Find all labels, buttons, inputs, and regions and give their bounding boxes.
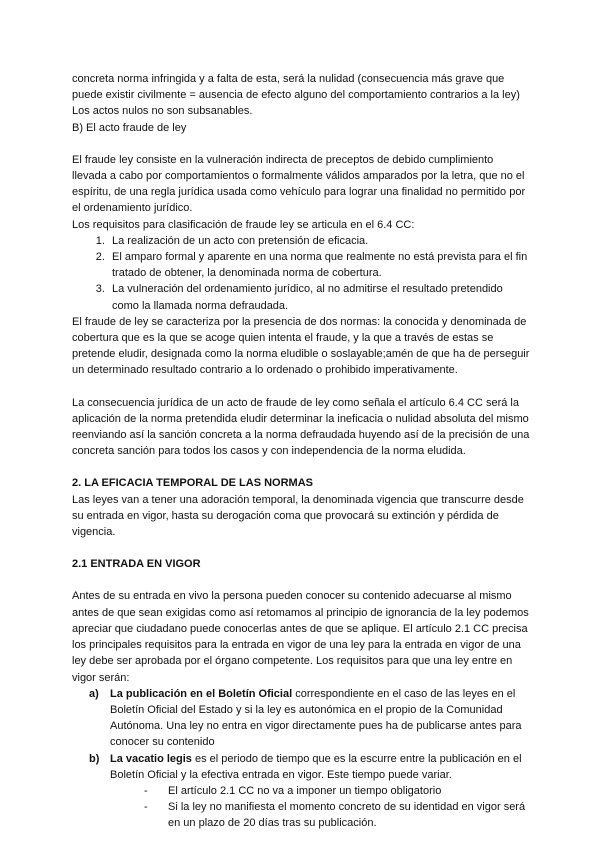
requisitos-vigor-list [72, 686, 530, 832]
sub-list [110, 783, 530, 832]
item-text: correspondiente en el caso de las leyes en el Boletín Oficial del Estado y si la ley es autonómica en el propio de la Comunidad Autónoma. Una ley no entra en vigor directamente pues ha de publicarse antes para conocer su contenido [110, 687, 522, 749]
item-bold-lead: La publicación en el Boletín Oficial [110, 687, 293, 700]
list-item: 1. La realización de un acto con pretensión de eficacia. [108, 233, 530, 249]
fraude-caracteriza: El fraude de ley se caracteriza por la presencia de dos normas: la conocida y denominada de cobertura que es la que se acoge quien intenta el fraude, y la que a través de estas se pretende eludir, designada como la norma eludible o soslayable;amén de que ha de perseguir un determinado resultado contrario a lo ordenado o prohibido imperativamente. [72, 315, 530, 377]
item-bold-lead: La vacatio legis [110, 752, 192, 765]
sub-list-item: - El artículo 2.1 CC no va a imponer un tiempo obligatorio [154, 783, 530, 799]
fraude-consecuencia: La consecuencia jurídica de un acto de fraude de ley como señala el artículo 6.4 CC será la aplicación de la norma pretendida eludir determinar la ineficacia o nulidad absoluta del mismo reenviando así la sanción concreta a la norma defraudada huyendo así de la precisión de una concreta sanción para todos los casos y con independencia de la norma eludida. [72, 396, 530, 458]
section-2-1-heading: 2.1 ENTRADA EN VIGOR [72, 558, 201, 571]
document-page [72, 71, 530, 832]
list-item [89, 751, 530, 832]
section-2-1-text: Antes de su entrada en vivo la persona pueden conocer su contenido adecuarse al mismo antes de que sean exigidas como así retomamos al principio de ignorancia de la ley podemos apreciar que ciudadano puede conocerlas antes de que se aplique. El artículo 2.1 CC precisa los principales requisitos para la entrada en vigor de una ley para la entrada en vigor de una ley debe ser aprobada por el órgano competente. Los requisitos para que una ley entre en vigor serán: [72, 590, 529, 684]
sub-list-item: - Si la ley no manifiesta el momento concreto de su identidad en vigor será en un plazo de 20 días tras su publicación. [154, 799, 530, 831]
section-2-text: Las leyes van a tener una adoración temporal, la denominada vigencia que transcurre desde su entrada en vigor, hasta su derogación coma que provocará su extinción y pérdida de vigencia. [72, 493, 524, 539]
section-2-heading: 2. LA EFICACIA TEMPORAL DE LAS NORMAS [72, 477, 313, 490]
list-marker: b) [89, 752, 100, 765]
fraude-requisitos-intro: Los requisitos para clasificación de fraude ley se articula en el 6.4 CC: [72, 218, 415, 231]
intro-paragraph-1: concreta norma infringida y a falta de esta, será la nulidad (consecuencia más grave que puede existir civilmente = ausencia de efecto alguno del comportamiento contrarios a la ley) [72, 73, 520, 102]
fraude-requisitos-list [72, 233, 530, 314]
list-marker: a) [89, 687, 99, 700]
intro-paragraph-3: B) El acto fraude de ley [72, 121, 187, 134]
list-item: 3. La vulneración del ordenamiento jurídico, al no admitirse el resultado pretendido como la llamada norma defraudada. [108, 281, 530, 313]
intro-paragraph-2: Los actos nulos no son subsanables. [72, 105, 253, 118]
item-text: es el periodo de tiempo que es la escurre entre la publicación en el Boletín Oficial y la efectiva entrada en vigor. Este tiempo puede variar. [110, 752, 522, 781]
list-item: 2. El amparo formal y aparente en una norma que realmente no está prevista para el fin tratado de obtener, la denominada norma de cobertura. [108, 249, 530, 281]
fraude-definition: El fraude ley consiste en la vulneración indirecta de preceptos de debido cumplimiento llevada a cabo por comportamientos o formalmente válidos amparados por la letra, que no el espíritu, de una regla jurídica usada como vehículo para lograr una finalidad no permitido por el ordenamiento jurídico. [72, 153, 526, 215]
list-item [89, 686, 530, 751]
